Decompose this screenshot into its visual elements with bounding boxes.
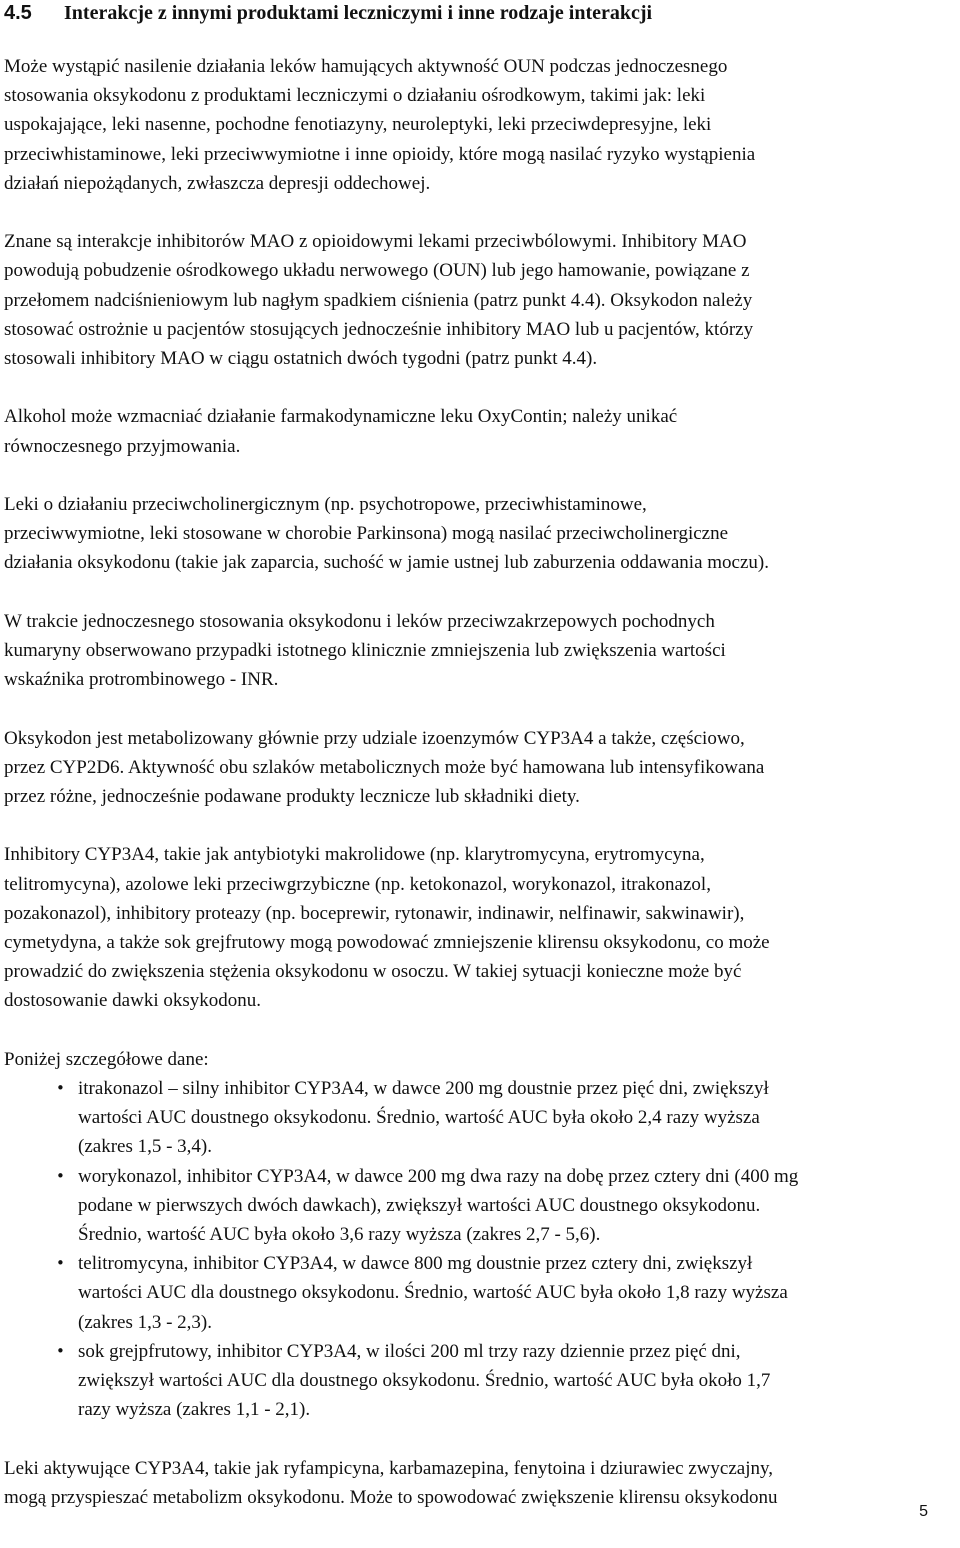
text-line: powodują pobudzenie ośrodkowego układu nerwowego (OUN) lub jego hamowanie, powiązane z	[4, 260, 750, 282]
list-item-itraconazole	[4, 1074, 958, 1162]
section-title: Interakcje z innymi produktami leczniczymi i inne rodzaje interakcji	[64, 2, 653, 24]
text-line: stosowali inhibitory MAO w ciągu ostatnich dwóch tygodni (patrz punkt 4.4).	[4, 348, 598, 370]
text-line: podane w pierwszych dwóch dawkach), zwiększył wartości AUC doustnego oksykodonu.	[78, 1194, 761, 1216]
bullet-icon: •	[56, 1079, 65, 1097]
text-line: przeciwhistaminowe, leki przeciwwymiotne i inne opioidy, które mogą nasilać ryzyko wystąpienia	[4, 143, 756, 165]
text-line: wskaźnika protrombinowego - INR.	[4, 669, 279, 691]
text-line: stosować ostrożnie u pacjentów stosujących jednocześnie inhibitory MAO lub u pacjentów, którzy	[4, 318, 754, 340]
text-line: Może wystąpić nasilenie działania leków hamujących aktywność OUN podczas jednoczesnego	[4, 56, 728, 77]
paragraph-alcohol	[4, 402, 958, 460]
details-list	[4, 1074, 958, 1424]
text-line: uspokajające, leki nasenne, pochodne fenotiazyny, neuroleptyki, leki przeciwdepresyjne, leki	[4, 114, 712, 136]
page-number: 5	[919, 1503, 928, 1520]
paragraph-mao-inhibitors	[4, 227, 958, 373]
text-line: Inhibitory CYP3A4, takie jak antybiotyki makrolidowe (np. klarytromycyna, erytromycyna,	[4, 844, 705, 866]
text-line: telitromycyna), azolowe leki przeciwgrzybiczne (np. ketokonazol, worykonazol, itrakonazol,	[4, 873, 711, 895]
text-line: W trakcie jednoczesnego stosowania oksykodonu i leków przeciwzakrzepowych pochodnych	[4, 610, 715, 632]
list-item-grapefruit-juice	[4, 1337, 958, 1425]
text-line: przez różne, jednocześnie podawane produkty lecznicze lub składniki diety.	[4, 786, 580, 807]
text-line: razy wyższa (zakres 1,1 - 2,1).	[78, 1399, 311, 1421]
paragraph-cyp3a4-inhibitors	[4, 840, 958, 1015]
document-body	[4, 52, 958, 1541]
section-heading	[4, 0, 652, 26]
text-line: cymetydyna, a także sok grejfrutowy mogą powodować zmniejszenie klirensu oksykodonu, co może	[4, 932, 770, 953]
paragraph-anticholinergic	[4, 490, 958, 578]
text-line: Leki o działaniu przeciwcholinergicznym (np. psychotropowe, przeciwhistaminowe,	[4, 494, 647, 515]
text-line: sok grejpfrutowy, inhibitor CYP3A4, w ilości 200 ml trzy razy dziennie przez pięć dni,	[78, 1340, 741, 1362]
text-line: przełomem nadciśnieniowym lub nagłym spadkiem ciśnienia (patrz punkt 4.4). Oksykodon należy	[4, 289, 753, 311]
paragraph-anticoagulants	[4, 607, 958, 695]
text-line: (zakres 1,5 - 3,4).	[78, 1136, 213, 1158]
paragraph-metabolism	[4, 724, 958, 812]
text-line: (zakres 1,3 - 2,3).	[78, 1311, 213, 1333]
text-line: prowadzić do zwiększenia stężenia oksykodonu w osoczu. W takiej sytuacji konieczne może być	[4, 961, 742, 983]
text-line: stosowania oksykodonu z produktami leczniczymi o działaniu ośrodkowym, takimi jak: leki	[4, 85, 706, 107]
paragraph-cyp3a4-inducers	[4, 1454, 958, 1512]
text-line: Oksykodon jest metabolizowany głównie przy udziale izoenzymów CYP3A4 a także, częściowo,	[4, 727, 745, 749]
text-line: kumaryny obserwowano przypadki istotnego klinicznie zmniejszenia lub zwiększenia wartości	[4, 640, 726, 661]
text-line: działań niepożądanych, zwłaszcza depresji oddechowej.	[4, 172, 431, 194]
text-line: Leki aktywujące CYP3A4, takie jak ryfampicyna, karbamazepina, fenytoina i dziurawiec zwyczajny,	[4, 1457, 774, 1479]
list-item-telithromycin	[4, 1249, 958, 1337]
text-line: działania oksykodonu (takie jak zaparcia, suchość w jamie ustnej lub zaburzenia oddawania moczu).	[4, 552, 769, 574]
text-line: Znane są interakcje inhibitorów MAO z opioidowymi lekami przeciwbólowymi. Inhibitory MAO	[4, 231, 747, 253]
details-intro: Poniżej szczegółowe dane:	[4, 1048, 209, 1070]
text-line: równoczesnego przyjmowania.	[4, 435, 241, 457]
bullet-icon: •	[56, 1166, 65, 1185]
text-line: wartości AUC dla doustnego oksykodonu. Średnio, wartość AUC była około 1,8 razy wyższa	[78, 1282, 788, 1304]
bullet-icon: •	[56, 1341, 65, 1360]
text-line: zwiększył wartości AUC dla doustnego oksykodonu. Średnio, wartość AUC była około 1,7	[78, 1370, 771, 1392]
text-line: mogą przyspieszać metabolizm oksykodonu. Może to spowodować zwiększenie klirensu oksykodonu	[4, 1486, 778, 1508]
paragraph-cns-interactions	[4, 52, 958, 198]
text-line: pozakonazol), inhibitory proteazy (np. boceprewir, rytonawir, indinawir, nelfinawir, sakwinawir),	[4, 902, 745, 924]
bullet-icon: •	[56, 1254, 65, 1273]
text-line: worykonazol, inhibitor CYP3A4, w dawce 200 mg dwa razy na dobę przez cztery dni (400 mg	[78, 1165, 799, 1187]
text-line: itrakonazol – silny inhibitor CYP3A4, w dawce 200 mg doustnie przez pięć dni, zwiększył	[78, 1078, 769, 1099]
text-line: dostosowanie dawki oksykodonu.	[4, 990, 262, 1012]
text-line: wartości AUC doustnego oksykodonu. Średnio, wartość AUC była około 2,4 razy wyższa	[78, 1107, 760, 1129]
list-item-voriconazole	[4, 1162, 958, 1250]
text-line: przeciwwymiotne, leki stosowane w chorobie Parkinsona) mogą nasilać przeciwcholinergiczne	[4, 523, 729, 545]
text-line: przez CYP2D6. Aktywność obu szlaków metabolicznych może być hamowana lub intensyfikowana	[4, 756, 765, 778]
section-number: 4.5	[4, 2, 32, 24]
text-line: Średnio, wartość AUC była około 3,6 razy wyższa (zakres 2,7 - 5,6).	[78, 1224, 601, 1246]
text-line: Alkohol może wzmacniać działanie farmakodynamiczne leku OxyContin; należy unikać	[4, 406, 678, 428]
text-line: telitromycyna, inhibitor CYP3A4, w dawce 800 mg doustnie przez cztery dni, zwiększył	[78, 1253, 753, 1275]
